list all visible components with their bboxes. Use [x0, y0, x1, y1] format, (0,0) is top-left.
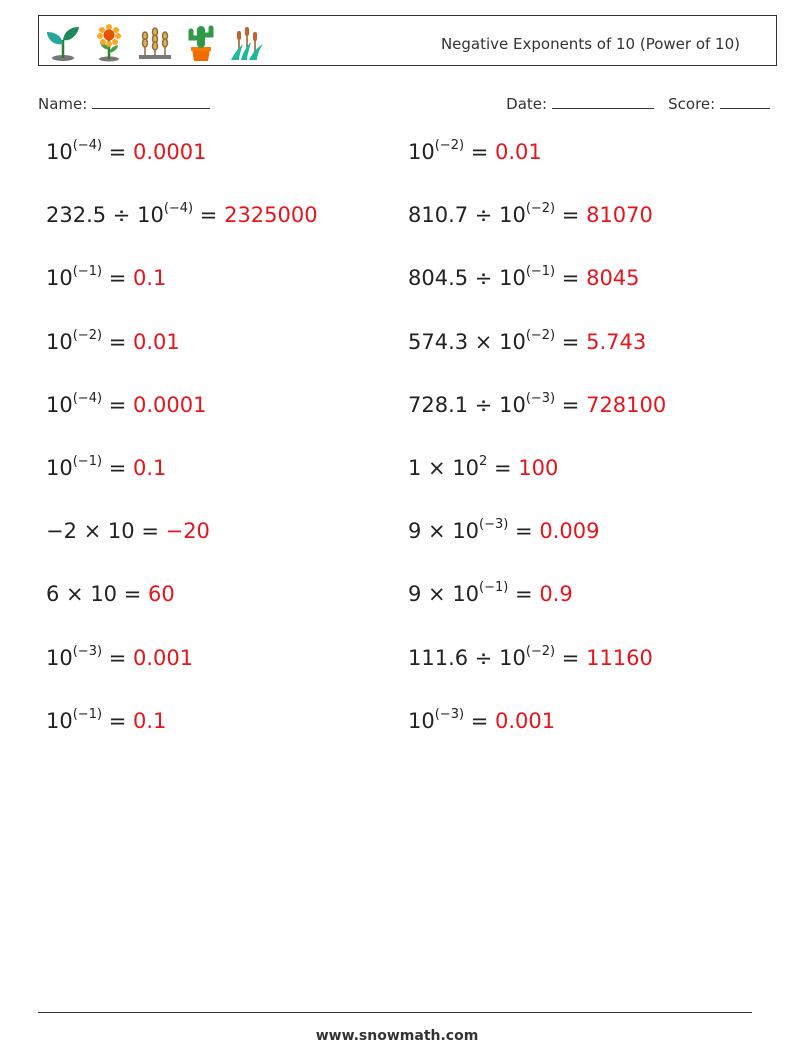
equals-sign: = — [464, 708, 495, 733]
problem-answer: 60 — [148, 582, 175, 607]
problem-answer: 11160 — [586, 645, 653, 670]
power-exponent: (−1) — [479, 580, 509, 596]
power-base: 10 — [46, 329, 73, 354]
problem-answer: 5.743 — [586, 329, 647, 354]
power-base: 10 — [46, 708, 73, 733]
power-exponent: (−4) — [72, 138, 103, 153]
problem-item — [408, 456, 558, 496]
problem-expression — [46, 519, 166, 543]
name-label: Name: — [38, 95, 88, 113]
problem-expression — [408, 140, 495, 164]
expression-prefix: 9 × — [408, 519, 453, 544]
problem-expression — [46, 203, 224, 227]
expression-prefix: 6 × — [46, 582, 91, 607]
problem-expression — [408, 582, 539, 606]
problem-item — [46, 456, 166, 496]
power-exponent: (−3) — [479, 517, 509, 533]
name-blank[interactable] — [92, 94, 210, 109]
power-base: 10 — [499, 329, 526, 354]
problem-item — [408, 519, 599, 559]
expression-prefix: 1 × — [408, 456, 453, 480]
equals-sign: = — [555, 203, 587, 228]
power-exponent: (−3) — [434, 706, 465, 722]
power-base: 10 — [408, 140, 435, 164]
power-exponent: (−1) — [72, 264, 103, 280]
problem-item — [408, 706, 556, 749]
equals-sign: = — [102, 708, 133, 733]
problem-expression — [408, 327, 587, 354]
problem-item — [46, 266, 166, 306]
problem-answer: 0.9 — [539, 582, 573, 607]
power-base: 10 — [107, 519, 135, 544]
equals-sign: = — [508, 582, 540, 607]
problem-expression — [408, 706, 495, 733]
problem-answer: 0.0001 — [133, 392, 207, 417]
power-exponent: (−2) — [72, 327, 103, 343]
problem-expression — [408, 456, 518, 480]
equals-sign: = — [464, 140, 495, 164]
problem-answer: 2325000 — [224, 203, 318, 228]
power-base: 10 — [499, 266, 526, 291]
expression-prefix: 810.7 ÷ — [408, 203, 500, 228]
name-field — [38, 94, 210, 113]
equals-sign: = — [555, 266, 587, 291]
power-base: 10 — [46, 392, 73, 417]
header-icons — [43, 22, 267, 62]
score-blank[interactable] — [720, 94, 770, 109]
power-exponent: (−1) — [72, 706, 103, 722]
equals-sign: = — [487, 456, 519, 480]
problem-expression — [408, 390, 587, 417]
expression-prefix: 574.3 × — [408, 329, 500, 354]
expression-prefix: 9 × — [408, 582, 453, 607]
problem-expression — [46, 643, 133, 670]
problem-answer: 100 — [518, 456, 559, 480]
problem-item — [408, 390, 667, 433]
equals-sign: = — [134, 519, 166, 544]
equals-sign: = — [555, 645, 587, 670]
equals-sign: = — [117, 582, 148, 607]
power-base: 10 — [499, 392, 526, 417]
power-exponent: (−3) — [525, 390, 556, 406]
cactus-icon — [181, 22, 221, 62]
expression-prefix: 111.6 ÷ — [408, 645, 500, 670]
power-base: 10 — [499, 645, 526, 670]
problem-expression — [408, 203, 586, 227]
equals-sign: = — [508, 519, 540, 544]
equals-sign: = — [102, 329, 133, 354]
worksheet-header — [38, 15, 777, 66]
sprout-icon — [43, 22, 83, 62]
expression-prefix: 804.5 ÷ — [408, 266, 500, 291]
problem-item — [46, 203, 318, 243]
power-base: 10 — [452, 456, 480, 480]
power-exponent: (−2) — [525, 327, 556, 343]
problem-answer: 81070 — [586, 203, 653, 228]
problem-answer: 0.001 — [495, 708, 556, 733]
power-base: 10 — [137, 203, 164, 228]
power-base: 10 — [452, 519, 480, 544]
power-exponent: 2 — [479, 454, 488, 469]
problem-answer: 0.1 — [133, 456, 167, 480]
problem-item — [46, 519, 210, 559]
problem-answer: −20 — [165, 519, 210, 544]
equals-sign: = — [102, 456, 133, 480]
problem-expression — [408, 643, 587, 670]
power-exponent: (−2) — [434, 138, 465, 153]
problem-answer: 0.0001 — [133, 140, 207, 164]
problem-answer: 0.01 — [495, 140, 542, 164]
power-base: 10 — [499, 203, 526, 228]
problem-expression — [46, 140, 133, 164]
problem-item — [46, 643, 194, 686]
power-base: 10 — [46, 645, 73, 670]
worksheet-title: Negative Exponents of 10 (Power of 10) — [440, 35, 740, 53]
power-exponent: (−3) — [72, 643, 103, 659]
problem-answer: 0.001 — [133, 645, 194, 670]
power-base: 10 — [46, 140, 73, 164]
power-exponent: (−4) — [72, 390, 103, 406]
problem-expression — [46, 327, 133, 354]
problem-item — [408, 327, 647, 370]
expression-prefix: 728.1 ÷ — [408, 392, 500, 417]
problem-expression — [46, 456, 133, 480]
problem-answer: 0.009 — [539, 519, 600, 544]
problem-item — [46, 706, 167, 749]
power-exponent: (−4) — [163, 201, 194, 217]
expression-prefix: −2 × — [46, 519, 108, 544]
power-base: 10 — [46, 456, 73, 480]
power-exponent: (−1) — [525, 264, 556, 280]
expression-prefix: 232.5 ÷ — [46, 203, 138, 228]
problem-expression — [46, 266, 133, 290]
problem-answer: 0.1 — [133, 266, 167, 291]
date-blank[interactable] — [552, 94, 654, 109]
problem-expression — [46, 390, 133, 417]
date-score-fields — [506, 94, 770, 113]
problem-item — [408, 266, 640, 306]
problem-expression — [408, 266, 586, 290]
problem-answer: 728100 — [586, 392, 667, 417]
problem-item — [408, 582, 573, 622]
wheat-icon — [135, 22, 175, 62]
problem-item — [408, 203, 653, 243]
equals-sign: = — [555, 392, 587, 417]
equals-sign: = — [193, 203, 225, 228]
power-base: 10 — [90, 582, 118, 607]
power-base: 10 — [452, 582, 480, 607]
problem-item — [46, 582, 175, 622]
problem-expression — [408, 519, 539, 543]
equals-sign: = — [102, 140, 133, 164]
problem-expression — [46, 582, 148, 606]
footer-site: www.snowmath.com — [315, 1028, 479, 1044]
score-label: Score: — [668, 95, 716, 113]
equals-sign: = — [102, 392, 133, 417]
problem-answer: 0.01 — [133, 329, 180, 354]
power-exponent: (−2) — [525, 643, 556, 659]
problem-item — [408, 140, 542, 180]
equals-sign: = — [102, 266, 133, 291]
footer-divider — [38, 1012, 752, 1013]
problem-item — [408, 643, 653, 686]
problem-item — [46, 327, 180, 370]
equals-sign: = — [102, 645, 133, 670]
reeds-icon — [227, 22, 267, 62]
problem-answer: 0.1 — [133, 708, 167, 733]
power-exponent: (−1) — [72, 454, 103, 469]
equals-sign: = — [555, 329, 587, 354]
problem-expression — [46, 706, 133, 733]
sunflower-icon — [89, 22, 129, 62]
problem-item — [46, 390, 207, 433]
date-label: Date: — [506, 95, 548, 113]
power-exponent: (−2) — [525, 201, 556, 217]
power-base: 10 — [408, 708, 435, 733]
power-base: 10 — [46, 266, 73, 291]
problem-item — [46, 140, 206, 180]
problem-answer: 8045 — [586, 266, 640, 291]
